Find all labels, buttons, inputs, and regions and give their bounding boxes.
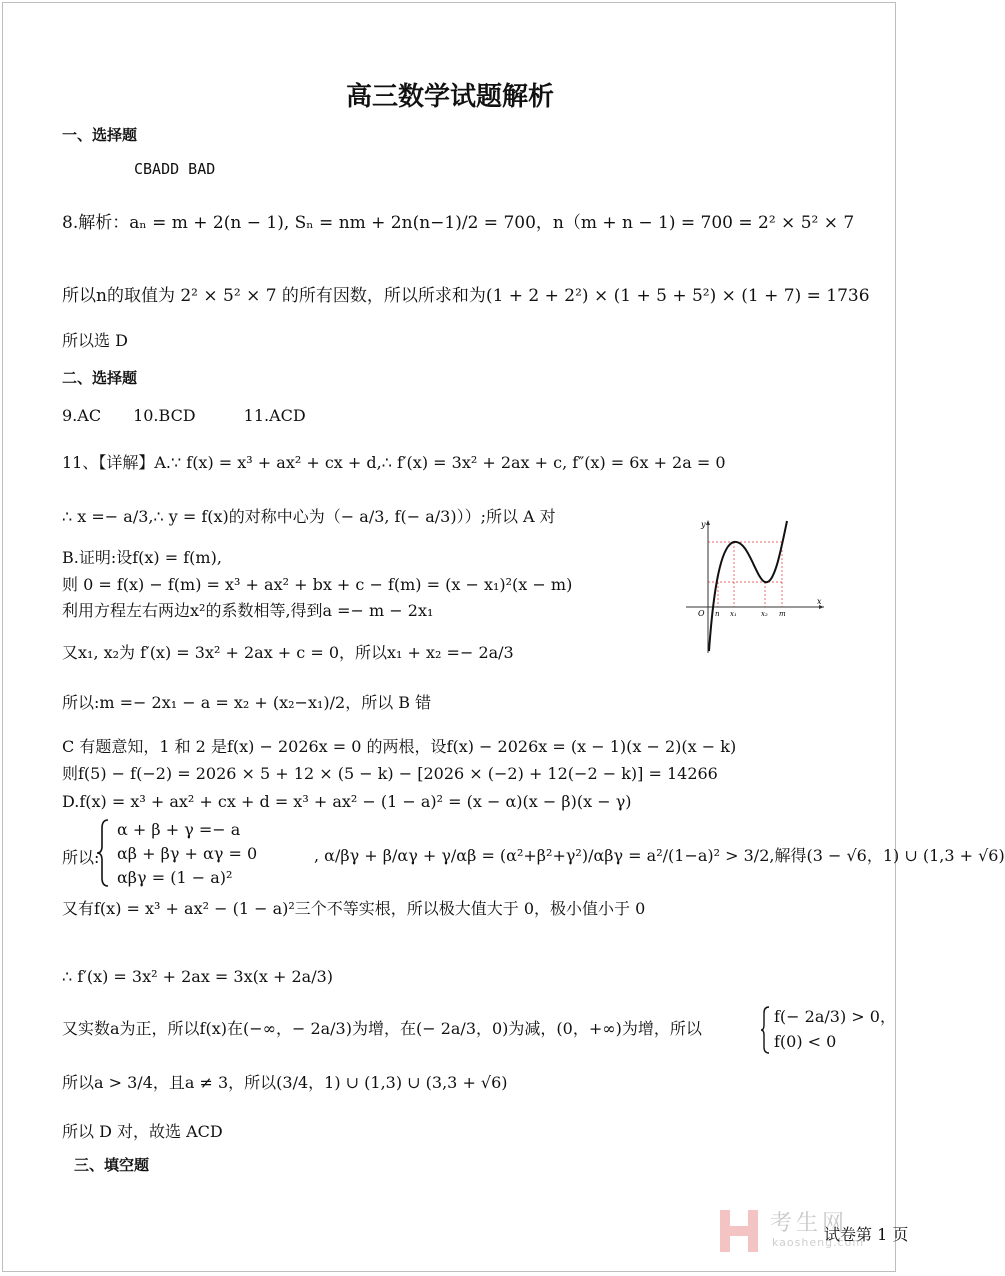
system-eq-2: αβ + βγ + αγ = 0 bbox=[117, 844, 258, 863]
proof-b-line-1: B.证明:设f(x) = f(m), bbox=[62, 548, 222, 567]
system-eq-3: αβγ = (1 − a)² bbox=[117, 868, 233, 887]
page-footer: 试卷第 1 页 bbox=[824, 1225, 909, 1244]
tick-x1: x₁ bbox=[730, 610, 737, 618]
part-d-line-3: ∴ f′(x) = 3x² + 2ax = 3x(x + 2a/3) bbox=[62, 967, 333, 986]
section-heading-3: 三、填空题 bbox=[74, 1156, 150, 1174]
origin-label: O bbox=[698, 609, 705, 618]
part-d-line-4: 又实数a为正，所以f(x)在(−∞，− 2a/3)为增，在(− 2a/3，0)为减，(0，+∞)为增，所以 bbox=[62, 1019, 702, 1038]
y-axis-arrow-icon bbox=[706, 520, 710, 525]
part-d-line-2: 又有f(x) = x³ + ax² − (1 − a)²三个不等实根，所以极大值大于 0，极小值小于 0 bbox=[62, 899, 646, 918]
part-d-line-5: 所以a > 3/4，且a ≠ 3，所以(3/4，1) ∪ (1,3) ∪ (3,3 + √6) bbox=[62, 1073, 508, 1092]
logo-bar-right bbox=[748, 1210, 758, 1252]
proof-b-line-2: 则 0 = f(x) − f(m) = x³ + ax² + bx + c − f(m) = (x − x₁)²(x − m) bbox=[62, 575, 573, 594]
left-brace-icon bbox=[96, 818, 110, 888]
system-eq-1: α + β + γ =− a bbox=[117, 820, 241, 839]
solution-8-line-3: 所以选 D bbox=[62, 331, 128, 350]
cubic-curve bbox=[709, 521, 787, 651]
system-label: 所以: bbox=[62, 848, 100, 867]
solution-8-line-2: 所以n的取值为 2² × 5² × 7 的所有因数，所以所求和为(1 + 2 + 2²) × (1 + 5 + 5²) × (1 + 7) = 1736 bbox=[62, 286, 870, 306]
tick-n: n bbox=[715, 610, 720, 618]
section-heading-1: 一、选择题 bbox=[62, 126, 138, 144]
condition-1: f(− 2a/3) > 0 bbox=[774, 1007, 880, 1026]
condition-2: f(0) < 0 bbox=[774, 1032, 837, 1051]
logo-bar-middle bbox=[730, 1226, 748, 1236]
solution-11-line-2: ∴ x =− a/3,∴ y = f(x)的对称中心为（− a/3, f(− a/3)））;所以 A 对 bbox=[62, 507, 556, 526]
condition-end: ， bbox=[879, 1007, 896, 1026]
solution-11-line-1: 11、【详解】A.∵ f(x) = x³ + ax² + cx + d,∴ f′(x) = 3x² + 2ax + c, f″(x) = 6x + 2a = 0 bbox=[62, 453, 726, 472]
part-c-line-2: 则f(5) − f(−2) = 2026 × 5 + 12 × (5 − k) − [2026 × (−2) + 12(−2 − k)] = 14266 bbox=[62, 764, 718, 783]
proof-b-line-5: 所以:m =− 2x₁ − a = x₂ + (x₂−x₁)/2，所以 B 错 bbox=[62, 693, 432, 712]
logo-bar-left bbox=[720, 1210, 730, 1252]
cubic-graph-figure bbox=[678, 515, 828, 655]
tick-x2: x₂ bbox=[761, 610, 768, 618]
system-conclusion: , α/βγ + β/αγ + γ/αβ = (α²+β²+γ²)/αβγ = a²/(1−a)² > 3/2,解得(3 − √6，1) ∪ (1,3 + √6) bbox=[314, 846, 1005, 865]
section-1-answers: CBADD BAD bbox=[134, 160, 216, 178]
x-axis-label: x bbox=[817, 597, 822, 606]
part-c-line-1: C 有题意知，1 和 2 是f(x) − 2026x = 0 的两根，设f(x) − 2026x = (x − 1)(x − 2)(x − k) bbox=[62, 737, 737, 756]
section-heading-2: 二、选择题 bbox=[62, 369, 138, 387]
part-d-line-6: 所以 D 对，故选 ACD bbox=[62, 1122, 223, 1141]
tick-m: m bbox=[779, 610, 786, 618]
watermark-subtext: kaosheng.com bbox=[772, 1236, 865, 1249]
section-2-answers: 9.AC 10.BCD 11.ACD bbox=[62, 406, 306, 425]
page-title: 高三数学试题解析 bbox=[345, 82, 554, 112]
proof-b-line-3: 利用方程左右两边x²的系数相等,得到a =− m − 2x₁ bbox=[62, 601, 434, 620]
y-axis-label: y bbox=[701, 520, 706, 529]
proof-b-line-4: 又x₁, x₂为 f′(x) = 3x² + 2ax + c = 0，所以x₁ + x₂ =− 2a/3 bbox=[62, 643, 514, 662]
solution-8-line-1: 8.解析：aₙ = m + 2(n − 1), Sₙ = nm + 2n(n−1)/2 = 700，n（m + n − 1) = 700 = 2² × 5² × 7 bbox=[62, 213, 855, 233]
left-brace-icon-2 bbox=[760, 1006, 770, 1054]
part-d-line-1: D.f(x) = x³ + ax² + cx + d = x³ + ax² − (1 − a)² = (x − α)(x − β)(x − γ) bbox=[62, 792, 632, 811]
watermark-text: 考生网 bbox=[770, 1211, 849, 1236]
